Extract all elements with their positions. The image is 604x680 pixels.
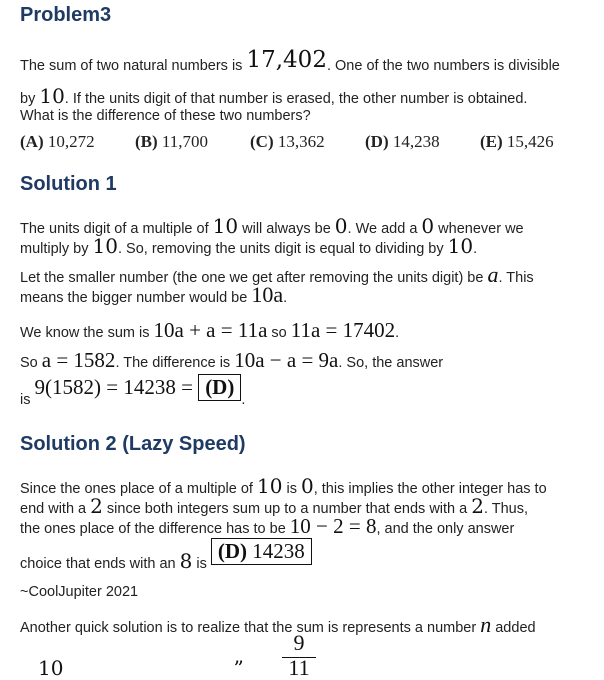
solution-1-line-6 xyxy=(20,348,443,373)
text: . So, the answer xyxy=(338,355,444,371)
solution-2-line-4 xyxy=(20,538,312,573)
choice-e xyxy=(480,132,554,152)
math: 10a − a = 9a xyxy=(234,348,339,372)
fraction-numerator: 9 xyxy=(282,632,316,658)
choice-value: 14,238 xyxy=(392,132,440,151)
text: The units digit of a multiple of xyxy=(20,221,213,237)
box-label: (D) xyxy=(217,539,248,563)
text: , and the only answer xyxy=(376,521,515,537)
math: 10 − 2 = 8 xyxy=(289,514,377,538)
text: whenever we xyxy=(434,221,524,237)
text: will always be xyxy=(238,221,335,237)
text: is xyxy=(192,556,211,572)
math: 10a + a = 11a xyxy=(153,318,268,342)
math: 2 xyxy=(471,494,484,518)
text: means the bigger number would be xyxy=(20,290,252,306)
text: . xyxy=(283,290,288,306)
text: . xyxy=(241,392,246,408)
choice-d xyxy=(365,132,480,152)
box-value: 14238 xyxy=(252,539,305,563)
math: 8 xyxy=(179,549,193,573)
math-variable: a xyxy=(487,262,499,287)
text: added xyxy=(491,620,536,636)
math: a = 1582 xyxy=(41,348,116,372)
solution-1-heading: Solution 1 xyxy=(20,173,117,195)
boxed-answer: (D) xyxy=(198,374,241,401)
choice-value: 13,362 xyxy=(277,132,325,151)
text: is xyxy=(20,392,35,408)
solution-1-line-7 xyxy=(20,374,246,408)
solution-1-line-2 xyxy=(20,234,477,258)
choice-label: (E) xyxy=(480,132,503,151)
choice-label: (C) xyxy=(250,132,274,151)
solution-1-line-5 xyxy=(20,318,399,343)
choice-label: (B) xyxy=(135,132,158,151)
math: 2 xyxy=(90,494,103,518)
problem-heading: Problem3 xyxy=(20,4,112,26)
choice-c xyxy=(250,132,365,152)
solution-1-line-4 xyxy=(20,282,287,308)
solution-2-heading: Solution 2 (Lazy Speed) xyxy=(20,433,246,455)
answer-choices xyxy=(20,132,554,152)
credit: ~CoolJupiter 2021 xyxy=(20,584,139,600)
math: ” xyxy=(233,656,244,680)
text: So xyxy=(20,355,42,371)
text: . One of the two numbers is divisible xyxy=(326,58,560,74)
math: 10 xyxy=(256,474,283,498)
choice-b xyxy=(135,132,250,152)
text: . So, removing the units digit is equal to dividing by xyxy=(117,241,448,257)
math: 0 xyxy=(421,214,435,238)
choice-a xyxy=(20,132,135,152)
math-ten: 10 xyxy=(39,84,65,108)
text: . Thus, xyxy=(483,501,529,517)
choice-label: (A) xyxy=(20,132,44,151)
solution-2-line-5 xyxy=(20,612,536,638)
text: . The difference is xyxy=(115,355,235,371)
text: by xyxy=(20,91,40,107)
fraction xyxy=(282,632,316,678)
text: end with a xyxy=(20,501,91,517)
text: . xyxy=(395,325,400,341)
text: Since the ones place of a multiple of xyxy=(20,481,257,497)
math: 10 xyxy=(447,234,474,258)
fraction-denominator: 11 xyxy=(288,655,310,680)
math: 11a = 17402 xyxy=(290,318,396,342)
choice-label: (D) xyxy=(365,132,389,151)
solution-2-line-3 xyxy=(20,514,514,539)
text: . xyxy=(473,241,478,257)
math-sum: 17,402 xyxy=(246,47,327,73)
text: . We add a xyxy=(347,221,422,237)
text: Let the smaller number (the one we get after removing the units digit) be xyxy=(20,270,488,286)
math-variable: n xyxy=(480,612,492,637)
boxed-answer xyxy=(211,538,312,565)
text: , this implies the other integer has to xyxy=(313,481,547,497)
math: 0 xyxy=(334,214,348,238)
text: since both integers sum up to a number that ends with a xyxy=(102,501,472,517)
text: choice that ends with an xyxy=(20,556,180,572)
problem-text-line-3: What is the difference of these two numbers? xyxy=(20,108,311,124)
math: 10 xyxy=(212,214,239,238)
text: multiply by xyxy=(20,241,93,257)
problem-text-line-1 xyxy=(20,47,560,76)
choice-value: 11,700 xyxy=(161,132,209,151)
math: 10 xyxy=(92,234,118,258)
choice-value: 15,426 xyxy=(506,132,554,151)
solution-2-line-6-cut xyxy=(20,656,244,680)
text: We know the sum is xyxy=(20,325,154,341)
text: so xyxy=(267,325,291,341)
text: Another quick solution is to realize that the sum is represents a number xyxy=(20,620,481,636)
math: 0 xyxy=(300,474,314,498)
math: 10a xyxy=(251,282,284,307)
problem-text-line-2 xyxy=(20,84,527,108)
choice-value: 10,272 xyxy=(47,132,95,151)
math: 10 xyxy=(38,656,64,680)
text: is xyxy=(282,481,301,497)
text: The sum of two natural numbers is xyxy=(20,58,247,74)
math: 9(1582) = 14238 = xyxy=(34,375,199,399)
text: . This xyxy=(498,270,534,286)
text: . If the units digit of that number is erased, the other number is obtained. xyxy=(64,91,528,107)
text: the ones place of the difference has to be xyxy=(20,521,290,537)
